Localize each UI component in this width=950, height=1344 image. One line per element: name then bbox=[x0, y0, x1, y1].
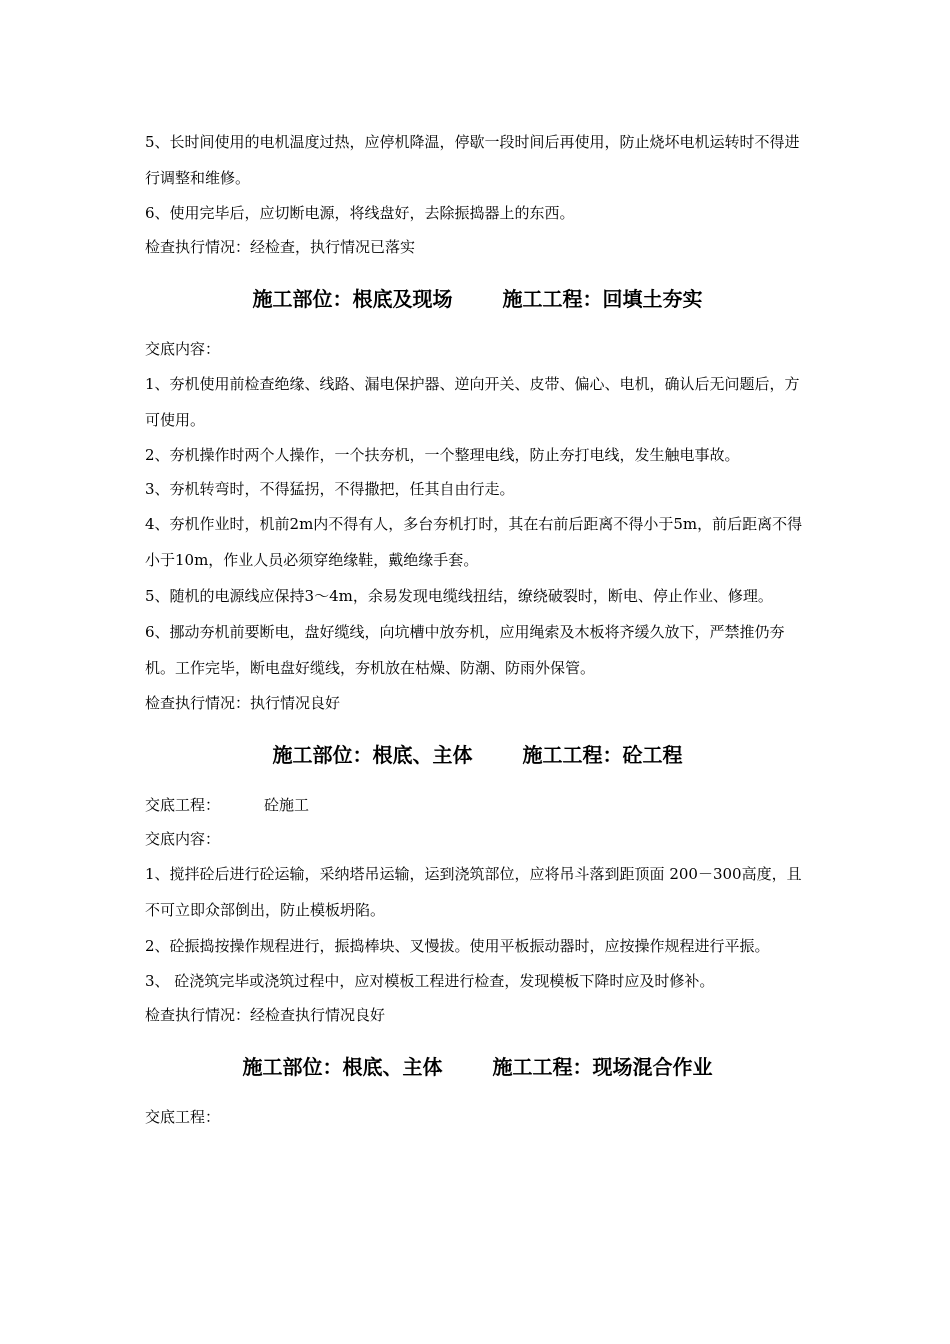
disclosure-content-label: 交底内容： bbox=[145, 340, 221, 358]
disclosure-project-label: 交底工程： bbox=[145, 1108, 221, 1126]
heading-project: 施工工程：砼工程 bbox=[522, 743, 683, 767]
paragraph-item-3: 3、 砼浇筑完毕或浇筑过程中，应对模板工程进行检查，发现模板下降时应及时修补。 bbox=[145, 972, 715, 990]
paragraph-item-6: 6、使用完毕后，应切断电源，将线盘好，去除振捣器上的东西。 bbox=[145, 204, 575, 222]
paragraph-item-4: 4、夯机作业时，机前2m内不得有人，多台夯机打时，其在右前后距离不得小于5m，前后距离不得小于10m，作业人员必须穿绝缘鞋，戴绝缘手套。 bbox=[145, 515, 803, 569]
paragraph-item-3: 3、夯机转弯时，不得猛拐，不得撒把，任其自由行走。 bbox=[145, 480, 515, 498]
heading-location: 施工部位：根底、主体 bbox=[272, 743, 473, 767]
paragraph-item-1: 1、夯机使用前检查绝缘、线路、漏电保护器、逆向开关、皮带、偏心、电机，确认后无问题后，方可使用。 bbox=[145, 375, 800, 429]
inspection-result: 检查执行情况：经检查，执行情况已落实 bbox=[145, 238, 416, 256]
disclosure-project-label: 交底工程： bbox=[145, 796, 221, 814]
disclosure-project-value: 砼施工 bbox=[264, 796, 310, 814]
disclosure-content-label: 交底内容： bbox=[145, 830, 221, 848]
paragraph-item-6: 6、挪动夯机前要断电，盘好缆线，向坑槽中放夯机，应用绳索及木板将齐缓久放下，严禁推仍夯机。工作完毕，断电盘好缆线，夯机放在枯燥、防潮、防雨外保管。 bbox=[145, 623, 785, 677]
paragraph-item-2: 2、砼振捣按操作规程进行，振捣棒块、叉慢拔。使用平板振动器时，应按操作规程进行平振。 bbox=[145, 937, 770, 955]
paragraph-item-1: 1、搅拌砼后进行砼运输，采纳塔吊运输，运到浇筑部位，应将吊斗落到距顶面 200－300高度，且不可立即众部倒出，防止模板坍陷。 bbox=[145, 865, 802, 919]
heading-project: 施工工程：回填土夯实 bbox=[502, 287, 703, 311]
section-heading-concrete bbox=[145, 740, 810, 770]
document-body bbox=[145, 124, 810, 1134]
heading-project: 施工工程：现场混合作业 bbox=[492, 1055, 713, 1079]
inspection-result: 检查执行情况：执行情况良好 bbox=[145, 694, 341, 712]
section-heading-backfill bbox=[145, 284, 810, 314]
disclosure-project-line bbox=[145, 788, 810, 822]
heading-location: 施工部位：根底、主体 bbox=[242, 1055, 443, 1079]
paragraph-item-5: 5、随机的电源线应保持3～4m，余易发现电缆线扭结，缭绕破裂时，断电、停止作业、修理。 bbox=[145, 587, 773, 605]
heading-location: 施工部位：根底及现场 bbox=[252, 287, 453, 311]
section-heading-mixed-work bbox=[145, 1052, 810, 1082]
paragraph-item-2: 2、夯机操作时两个人操作，一个扶夯机，一个整理电线，防止夯打电线，发生触电事故。 bbox=[145, 446, 740, 464]
paragraph-item-5: 5、长时间使用的电机温度过热，应停机降温，停歇一段时间后再使用，防止烧坏电机运转时不得进行调整和维修。 bbox=[145, 133, 800, 187]
inspection-result: 检查执行情况：经检查执行情况良好 bbox=[145, 1006, 386, 1024]
